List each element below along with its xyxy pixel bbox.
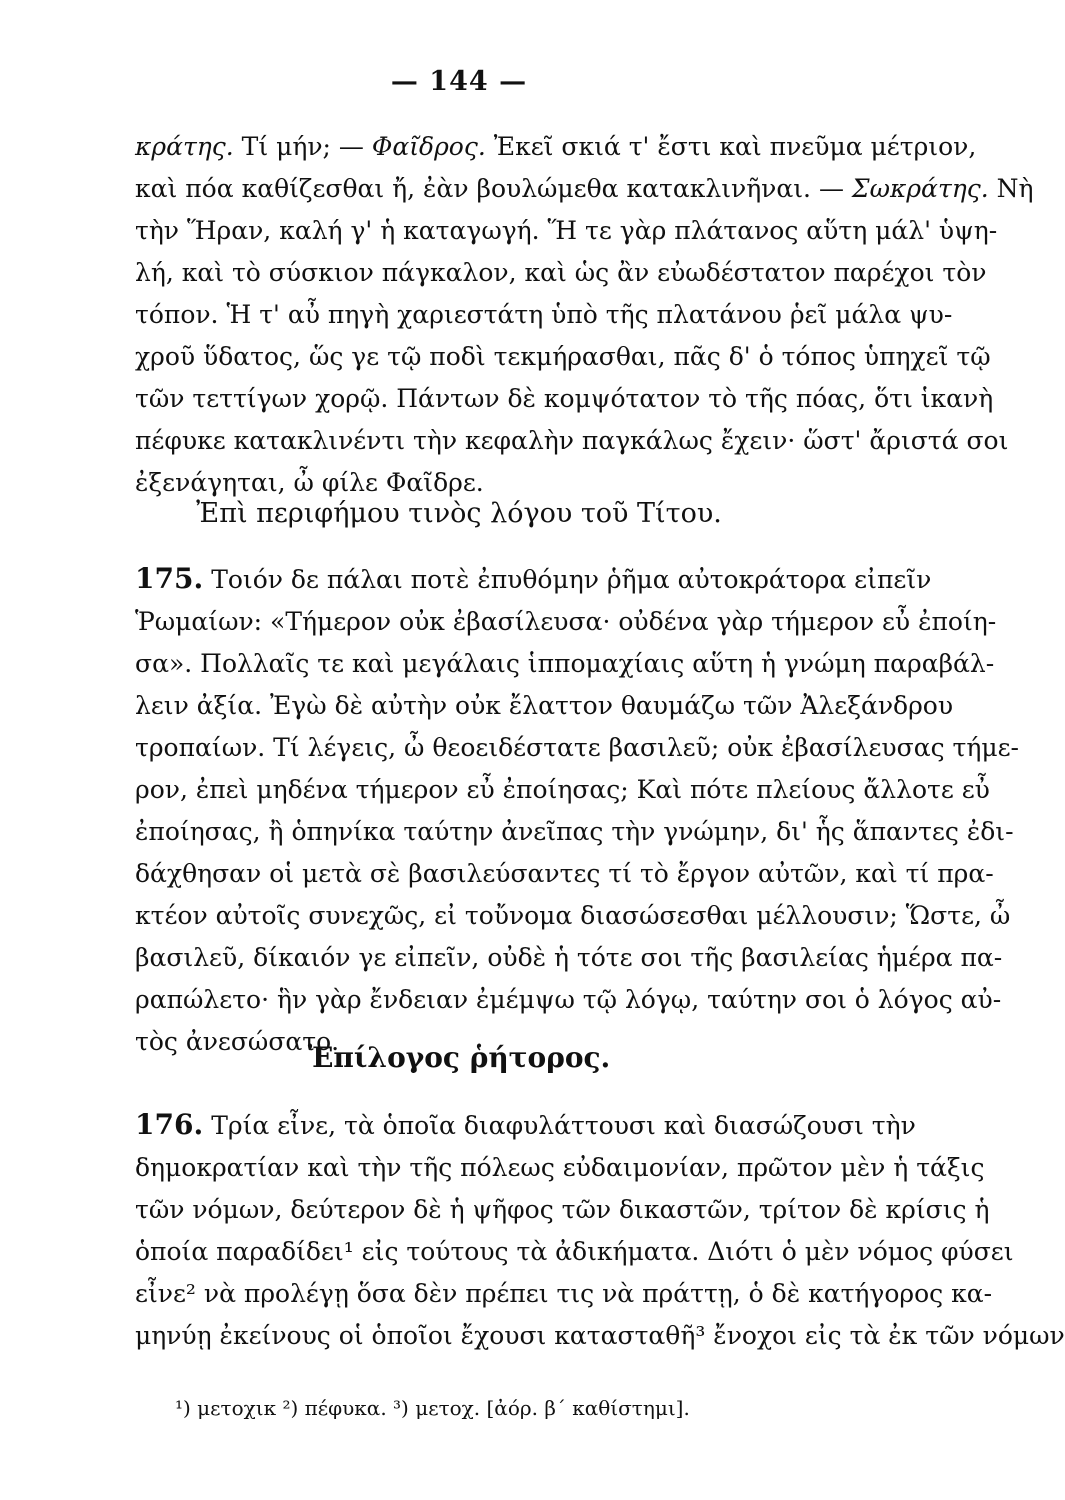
text-line: τὸς ἀνεσώσατο. <box>135 1027 340 1056</box>
text-line: βασιλεῦ, δίκαιόν γε εἰπεῖν, οὐδὲ ἡ τότε σοι τῆς βασιλείας ἡμέρα πα- <box>135 943 1003 972</box>
text-line: δάχθησαν οἱ μετὰ σὲ βασιλεύσαντες τί τὸ ἔργον αὐτῶν, καὶ τί πρα- <box>135 859 994 888</box>
speaker-name: κράτης. <box>135 132 234 161</box>
text-line: χροῦ ὕδατος, ὥς γε τῷ ποδὶ τεκμήρασθαι, πᾶς δ' ὁ τόπος ὑπηχεῖ τῷ <box>135 342 991 371</box>
text-line: λειν ἀξία. Ἐγὼ δὲ αὐτὴν οὐκ ἔλαττον θαυμάζω τῶν Ἀλεξάνδρου <box>135 691 954 720</box>
text-span: Ἐκεῖ σκιά τ' ἔστι καὶ πνεῦμα μέτριον, <box>485 132 977 161</box>
paragraph-number: 175. <box>135 562 204 595</box>
text-line: λή, καὶ τὸ σύσκιον πάγκαλον, καὶ ὡς ἂν εὐωδέστατον παρέχοι τὸν <box>135 258 987 287</box>
text-line: τόπον. Ἡ τ' αὖ πηγὴ χαριεστάτη ὑπὸ τῆς πλατάνου ῥεῖ μάλα ψυ- <box>135 300 953 329</box>
text-line: πέφυκε κατακλινέντι τὴν κεφαλὴν παγκάλως ἔχειν· ὥστ' ἄριστά σοι <box>135 426 1009 455</box>
text-line: τὴν Ἥραν, καλή γ' ἡ καταγωγή. Ἥ τε γὰρ πλάτανος αὕτη μάλ' ὑψη- <box>135 216 998 245</box>
text-line: τῶν τεττίγων χορῷ. Πάντων δὲ κομψότατον τὸ τῆς πόας, ὅτι ἱκανὴ <box>135 384 994 413</box>
section-heading: Ἐπὶ περιφήμου τινὸς λόγου τοῦ Τίτου. <box>196 498 722 529</box>
text-line: σα». Πολλαῖς τε καὶ μεγάλαις ἱππομαχίαις αὕτη ἡ γνώμη παραβάλ- <box>135 649 995 678</box>
text-span: Νὴ <box>988 174 1034 203</box>
speaker-name: Φαῖδρος. <box>371 132 486 161</box>
text-span: Τρία εἶνε, τὰ ὁποῖα διαφυλάττουσι καὶ διασώζουσι τὴν <box>211 1111 916 1140</box>
text-line: δημοκρατίαν καὶ τὴν τῆς πόλεως εὐδαιμονίαν, πρῶτον μὲν ἡ τάξις <box>135 1153 985 1182</box>
speaker-name: Σωκράτης. <box>851 174 989 203</box>
text-line <box>135 1104 918 1147</box>
text-line: εἶνε² νὰ προλέγῃ ὅσα δὲν πρέπει τις νὰ πράττῃ, ὁ δὲ κατήγορος κα- <box>135 1279 993 1308</box>
text-line: ἐξενάγηται, ὦ φίλε Φαῖδρε. <box>135 468 484 497</box>
text-line: ὁποία παραδίδει¹ εἰς τούτους τὰ ἀδικήματα. Διότι ὁ μὲν νόμος φύσει <box>135 1237 1014 1266</box>
text-line <box>135 558 932 601</box>
text-line <box>135 168 1034 210</box>
text-line: ραπώλετο· ἣν γὰρ ἔνδειαν ἐμέμψω τῷ λόγῳ, ταύτην σοι ὁ λόγος αὐ- <box>135 985 1002 1014</box>
text-line: τῶν νόμων, δεύτερον δὲ ἡ ψῆφος τῶν δικαστῶν, τρίτον δὲ κρίσις ἡ <box>135 1195 990 1224</box>
text-line: τροπαίων. Τί λέγεις, ὦ θεοειδέστατε βασιλεῦ; οὐκ ἐβασίλευσας τήμε- <box>135 733 1019 762</box>
text-span: καὶ πόα καθίζεσθαι ἤ, ἐὰν βουλώμεθα κατακλινῆναι. — <box>135 174 852 203</box>
text-span: Τοιόν δε πάλαι ποτὲ ἐπυθόμην ῥῆμα αὐτοκράτορα εἰπεῖν <box>211 565 932 594</box>
text-line: μηνύῃ ἐκείνους οἱ ὁποῖοι ἔχουσι κατασταθῆ³ ἔνοχοι εἰς τὰ ἐκ τῶν νόμων <box>135 1321 1065 1350</box>
page-number: — 144 — <box>390 66 528 97</box>
dialogue-section <box>135 126 1034 504</box>
paragraph-176 <box>135 1104 1065 1357</box>
text-line <box>135 126 977 168</box>
text-line: ρον, ἐπεὶ μηδένα τήμερον εὖ ἐποίησας; Καὶ πότε πλείους ἄλλοτε εὖ <box>135 775 990 804</box>
text-line: κτέον αὐτοῖς συνεχῶς, εἰ τοὔνομα διασώσεσθαι μέλλουσιν; Ὥστε, ὦ <box>135 901 1011 930</box>
text-line: ἐποίησας, ἢ ὁπηνίκα ταύτην ἀνεῖπας τὴν γνώμην, δι' ἧς ἅπαντες ἐδι- <box>135 817 1014 846</box>
footnotes: ¹) μετοχικ ²) πέφυκα. ³) μετοχ. [ἀόρ. β΄ καθίστημι]. <box>175 1396 690 1420</box>
paragraph-175 <box>135 558 1019 1063</box>
paragraph-number: 176. <box>135 1108 204 1141</box>
section-heading: Ἐπίλογος ῥήτορος. <box>307 1041 611 1074</box>
text-line: Ῥωμαίων: «Τήμερον οὐκ ἐβασίλευσα· οὐδένα γὰρ τήμερον εὖ ἐποίη- <box>135 607 997 636</box>
text-span: Τί μήν; — <box>233 132 372 161</box>
